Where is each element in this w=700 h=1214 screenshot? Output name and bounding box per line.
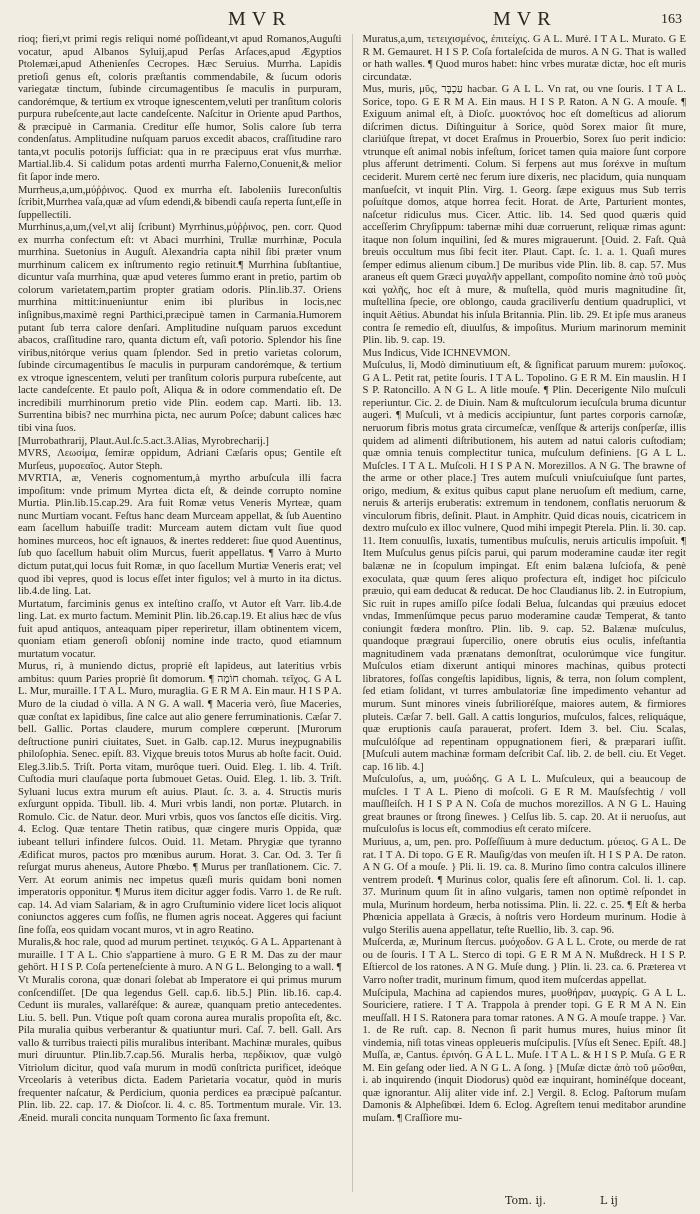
dictionary-entry: Muratus,a,um, τετειχισμένοϛ, ἐπιτείχιϛ. G A L. Muré. I T A L. Murato. G E R M. Gemauret. H I S P. Coſa fortaleſcida de muros. A N G. That is walled or hath walles. ¶ Quod muros habet: hinc vrbes muratæ dictæ, hoc eſt muris circundatæ. [362,34,686,83]
column-divider [352,34,353,1192]
dictionary-entry: Muſculoſus, a, um, μυώδηϛ. G A L L. Muſculeux, qui a beaucoup de muſcles. I T A L. Pieno di moſcoli. G E R M. Mauſsfechtig / voll mauſſleiſch. H I S P A N. Coſa de muchos morezillos. A N G L. Hauing great braunes or ſtrong ſinewes. } Celſus lib. 5. cap. 20. At ii neruoſus, aut muſculoſus is locus eſt, commodius eſt cerato miſcere. [362,774,686,836]
dictionary-entry: Murrheus,a,um,μύῤῥινοϛ. Quod ex murrha eſt. Iaboleniis Iureconſultis ſcribit,Murrhea vaſa,quæ ad vſum edendi,& bibendi cauſa reperta ſunt,eſſe in ſuppellectili. [18,184,342,221]
right-column [363,34,687,1192]
dictionary-entry: Mus Indicus, Vide ICHNEVMON. [362,347,511,359]
page-footer [0,1194,700,1210]
running-head-right: MVR [493,8,557,30]
dictionary-entry: Muſcerda, æ, Murinum ſtercus. μυόχοδον. G A L L. Crote, ou merde de rat ou de ſouris. I T A L. Sterco di topi. G E R M A N. Mußdreck. H I S P. Eſtiercol de los ratones. A N G. Muſe dung. } Plin. li. 23. ca. 6. Præterea vt Varro noſter tradit, murinum fimum, quod item muſcerdas appellat. [362,937,686,987]
catchword: L ij [600,1194,618,1207]
dictionary-entry: Muriuus, a, um, pen. pro. Poſſeſſiuum à mure deductum. μύειοϛ. G A L. De rat. I T A. Di topo. G E R. Mauſig/das von meuſen iſt. H I S P A. De raton. A N G. Of a mouſe. } Pli. li. 19. ca. 8. Murino ſimo contra calculos illinere ventrem prodeſt. ¶ Murinus color, qualis ſere eſt aſinorum. Col. li. 1. cap. 37. Murinum quum ſit in aſino vulgaris, tamen non optimè reſpondet in mula, Murinum hordeum, herba notissima. Plin. li. 22. c. 25. ¶ Eſt & herba Phœnicia appellata à Græcis, à noſtris vero Hordeum murinum. Hodie à vulgo Sterilis auena appellatur, teſte Ruellio, lib. 3. cap. 96. [362,837,686,936]
dictionary-entry: Murtatum, farciminis genus ex inteſtino craſſo, vt Autor eſt Varr. lib.4.de ling. Lat. ex murto factum. Meminit Plin. lib.26.cap.19. Et alius hæc de vſus fuit apud antiquos, anteaquam piper reperiretur, illam obtinentem vicem, quoniam etiam generoſi obſonij nomine inde tracto, quod etiamnum murtatum vocatur. [18,598,342,660]
dictionary-entry: MVRTIA, æ, Veneris cognomentum,à myrtho arbuſcula illi facra impoſitum: vnde primum Myrtea dicta eſt, & deinde corrupto nomine Murtia. Plin.lib.15.cap.29. Ara fuit Romæ vetus Veneris Myrteæ, quam nunc Murtiam vocant. Feſtus hanc deam Murceam appellat, & ſub Auentino eam ſacellum habuiſſe tradit: Murceam autem dictam vult ſiue quod homines murceos, hoc eſt ignauos, & inertes redderet: ſiue quod Auentinus, ſub quo ſacellum habuit olim Murcus, fuerit appellatus. ¶ Varro à Murto dictum putat,qui locus fuit Romæ, in quo ſacellum Murtiæ Veneris erat; vel quod ibi vepres, quod is locus eſſet inter figulos; vel à murto in ita dictus. lib.4.de ling. Lat. [18,473,342,598]
dictionary-entry: Murrhinus,a,um,(vel,vt alij ſcribunt) Myrrhinus,μύῤῥινοϛ, pen. corr. Quod ex murrha confectum eſt: vt Abaci murrhini, Trullæ murrhinæ, Pocula murrhina. Suetonius in Auguſt. Alexandria capta nihil ſibi præter vnum murrhinum calicem ex inſtrumento regio retinuit.¶ Murrhina ſubſtantiue, dicuntur vaſa murrhina, quæ apud veteres ſummo erant in pretio, partim ob colorum varietatem,partim propter gratiam odoris. Plin.lib.37. Oriens murrhina mittit:inueniuntur enim ibi pluribus in locis,nec inſignibus,maximè regni Parthici,præcipuè tamen in Carmania.Humorem putant ſub terra calore denſari. Amplitudine nuſquam paruos excedunt abacos, craſſitudine raro, quanta dictum eſt, vaſi potorio. Splendor his ſine viribus,nitórque verius quam ſplendor. Sed in pretio varietas colorum, ſubinde circumagentibus ſe maculis in purpuram candorémque, & tertium ex vtroque ignescentem, veluti per tranſitum coloris purpura rubeſcente, aut lacte candeſcente. Et paulo poſt, Aliqua & in odore commendatio eſt. De incredibili murrhinorum pretio vide Plin. eodem cap. Marti. lib. 13. Surrentina bibis? nec murrhina picta, nec aurum Poſce; dabunt calices hæc tibi vina ſuos. [18,222,342,434]
dictionary-entry: [Murrobathrarij, Plaut.Aul.ſc.5.act.3.Alias, Myrobrecharij.] [18,435,269,447]
dictionary-entry: Murus, ri, à muniendo dictus, propriè eſt lapideus, aut lateritius vrbis ambitus: quum Paries propriè ſit domorum. ¶ חוֹמָה chomah. τεῖχοϛ. G A L L. Mur, muraille. I T A L. Muro, muraglia. G E R M A. Ein maur. H I S P A. Muro de la ciudad ò villa. A N G. A wall. ¶ Maceria verò, ſiue Maceries, quæ conſtat ex lapidibus, ſine calce aut alio genere ferruminationis. Cæſar 7. bell. Gallic. Portas claudere, murum complere cœperunt. [Murorum deſtructione puniri ciuitates, Suet. in Galb. cap.12. Murus ineχpugnabilis philoſophia. Senec. epiſt. 83. Viχque breuis totos Murus ab hoſte facit. Ouid. Eleg.3.lib.5. Triſt. Porta vitam, murôque tueri. Ouid. Eleg. 1. lib. 4. Triſt. Cuſtodia muri clauſaque porta ſubmouet Getas. Ouid. Eleg. 1. lib. 3. Triſt. Syluani lucus extra murum eſt auius. Plaut. ſc. 3. a. 4. Structis muris exſurgunt oppida. Tibull. lib. 4. Muri vrbis landi, non portæ. Plutarch. in Romulo. Cic. de Natur. deor. Muri vrbis, quos vos ſanctos eſſe dicitis. Virg. 4. Eclog. Quæ tentare Thetin ratibus, quæ cingere muris Oppida, quæ iubeant telluri infindere ſulcos. Ouid. 11. Metam. Phrygiæ que tyranno Ædificat muros, pactos pro mœnibus aurum. Horat. 3. Car. Od. 3. Ter ſi reſurgat murus aheneus, Autore Phœbo. ¶ Murus per tranſlationem. Cic. 7. Verr. At eorum animis nec impetus quæſi muris quidam boni nomen imperatoris opponitur. ¶ Murus item dicitur agger fodis. Varro 1. de Re ruſt. cap. 14. Ad viam Salariam, & in agro Cruſtuminio videre licet locis aliquot coniunctos aggeres cum foſſis, ne flumen agris noceat. Aggeres qui faciunt ſine foſſa, eos quidam vocant muros, vt in agro Reatino. [18,661,342,936]
running-header [18,6,686,34]
dictionary-entry: rioq; fieri,vt primi regis reliqui nomé poſſideant,vt apud Romanos,Auguſti vocatur, apud Albanos Syluij,apud Perſas Arſaces,apud Ægyptios Ptolemæi,apud Athenienſes Cecropes. Hæc Seruius. Murrha. Lapidis pretioſi genus eſt, coloris præſtantis commendabile, & ſucum odoris variegatæ tinctum, ſubinde circumagentibus ſe maculis in purpuram, candorémque, & tertium ex vtroque ignescentem,veluti per tranſitum coloris purpura rubeſcente,aut lacte candeſcente. Naſcitur in Oriente apud Parthos, & præcipuè in Carmania. Creditur eſſe humor, Solis calore ſub terra condenſatus. Amplitudine nuſquam paruos excedit abacos, craſſitudine raro tanta,vt poculis potorijs ſufficiat: qua in re præcipuus erat vſus murrhæ. Martial.lib.4. Si calidum potas ardenti murrha Falerno,Conuenit,& melior fit ſapor inde mero. [18,34,342,184]
dictionary-entry: Muſſa, æ, Cantus. ἐρινόη. G A L L. Muſe. I T A L. & H I S P. Muſa. G E R M. Ein geſang oder lied. A N G L. A ſong. } [Muſæ dictæ ἀπὸ τοῦ μῶσθαι, i. ab inquirendo (inquit Diodorus) quòd eæ inquirant, hominéſque doceant, quæ ignorantur. Alij aliter vide inf. 2.] Vergil. 8. Eclog. Paſtorum muſam Damonis & Alpheſibœi. Idem 6. Eclog. Agreſtem tenui meditabor arundine muſam. ¶ Craſſiore mu- [362,1050,686,1125]
page-number: 163 [661,12,682,27]
dictionary-entry: Muralis,& hoc rale, quod ad murum pertinet. τειχικόϛ. G A L. Appartenant à muraille. I T A L. Chio s'appartiene à muro. G E R M. Das zu der maur gehört. H I S P. Coſa perteneſciente à muro. A N G L. Belonging to a wall. ¶ Vt Muralis corona, quæ donari ſolebat ab Imperatore ei qui primus murum conſcendiſſet. [De qua legendus Gell. cap.6. lib.5.] Plin. lib.16. cap.4. Cedunt iis murales, vallaréſque: & aureæ, quanquam pretio antecedentes. Liu. 5. bell. Pun. Vtique poſt quam corona aurea muralis propoſita eſt, &c. Pila muralia quibus verberantur & quatiuntur muri. Caſ. 7. bell. Gall. Ars vallo & turribus traiecti pilis muralibus interibant. Machinæ murales, quibus muri diruuntur. Plin.lib.7.cap.56. Muralis herba, περδίκιον, quæ vulgò Vitriolum dicitur, quod vaſa murum in modū conſtricta purificet, ideóque Vrceolaris à veteribus dicta. Eadem Parietaria vocatur, quòd in muris frequenter naſcatur, & Perdicium, quonia perdices ea præcipuè paſcantur. Plin. lib. 22. cap. 17. & Dioſcor. li. 4. c. 85. Tortmentum murale. Vir. 13. Æneid. murali concita nunquam Tormento ſic ſaxa fremunt. [18,937,342,1125]
dictionary-entry: Mus, muris, μῦϛ, עַכְבָּר hacbar. G A L L. Vn rat, ou vne ſouris. I T A L. Sorice, topo. G E R M A. Ein maus. H I S P. Raton. A N G. A mouſe. ¶ Exiguum animal eſt, à Dioſc. μυοκτόνοϛ hoc eſt domeſticus ad aliorum diſcrimen dictus. Diſtinguitur à Sorice, quòd Sorex maior ſit mure, clariúſque ſtrepat, vt docet Eraſmus in Prouerbio, Sorex ſuo perit indicio: vtrunque eſt animal nobis infeſtum, ſoricet tamen quia maiore ſunt corpore plus afferunt detrimenti. Colum. Si ferpens aut mus ſoréxve in muſtum ceciderit. Murem certè nec ferum iure dixeris, nec placidum, quia nunquam manſueſcit, vt inquit Plin. Virg. 1. Georg. ſæpe exiguus mus Sub terris poſuítque domos, atque horrea fecit. Horat. de Arte, Parturient montes, naſcetur ridiculus mus. Cicer. Attic. lib. 14. Sed quod quæris quid acceſſerim Chryſippum: tabernæ mihi duæ corruerunt, reliquæ rimas agunt: itaque non ſolum inquilini, ſed & mures migrauerunt. [Ouid. 2. Faſt. Quà breuis occultum mus ſibi fecit iter. Plaut. Capt. ſc. 1. a. 1. Quaſi mures ſemper edimus alienum cibum.] De muribus vide Plin. lib. 8. cap. 57. Mus araneus eſt quem Græci μυγαλῆν appellant, compoſito nomine ἀπὸ τοῦ μυὸϛ καὶ γαλῆϛ, hoc eſt à mure, & muſtella, quòd muris magnitudine ſit, muſtellina ſpecie, ore oblongo, cauda graciliverſu dentium quadruplici, vt inquit Aëtius. Abundat his inſula Britannia. Plin. lib. 29. Et ipſe mus araneus contra ſe remedio eſt, diuulſus, & impoſitus. Murium marinorum meminit Plin. lib. 9. cap. 19. [362,84,686,347]
dictionary-entry: MVRS, Λεωσίμα, ſemiræ oppidum, Adriani Cæſaris opus; Gentile eſt Murſeus, μυρσεαῖοϛ. Autor Steph. [18,448,342,472]
signature-mark: Tom. ij. [505,1194,546,1207]
dictionary-entry: Muſcipula, Machina ad capiendos mures, μυοθήραν, μυαγρίϛ. G A L L. Souriciere, ratiere. I T A. Trappola à prender topi. G E R M A N. Ein meuſſall. H I S. Ratonera para tomar ratones. A N G. A mouſe trappe. } Var. 1. de Re ruſt. cap. 8. Necnon ſi parit humus mures, huius minor ſit vindemia, niſi totas vineas oppleueris muſcipulis. [Vſus eſt Senec. Epiſt. 48.] [362,987,686,1049]
dictionary-entry: Muſculus, li, Modò diminutiuum eſt, & ſignificat paruum murem: μυΐσκοϛ. G A L. Petit rat, petite ſouris. I T A L. Topolino. G E R M. Ein mauslin. H I S P. Ratoncillo. A N G L. A litle mouſe. ¶ Plin. Decerigente Nilo muſculi reperiuntur. Cic. 2. de Diuin. Nam & muſtculorum iecuſcula bruma dicuntur augeri. ¶ Muſculi, vt à medicis accipiuntur, ſunt partes corporis carnoſæ, neruorum fibris motus grata circumeſcæ, venſſque & arterijs conſperſæ, illis quidem ad alimenti diſtributionem, his autem ad natui caloris cuſtodiam; quæ omnia tenuis complectitur tunica, muſculum definiens. [G A L L. Muſcles. I T A L. Muſcoli. H I S P A N. Morezillos. A N G. The brawne of the arme or other place.] Tres autem muſculi vniuſcuiuſque ſunt partes, origo, medium, & exitus quibus caput plane neruoſum eſt medium, carne, neruis & arterijs eruberatis: extremum in tendonem, conflatis neruorum & vinculorum fibris, deſinit. Plaut. in Amphitr. Quid dicas nouis, cicatricem in dextro muſculo ex illoc vulnere, Quod mihi impegit Pterela. Plin. li. 30. cap. 11. Item conuulſis, luxatis, tumentibus muſculis, neruis articulis impoſuit. ¶ Item Muſculus genus piſcis parui, qui parum moderamine caudæ iter regit balænæ ne in ſcopulum impingat. Eſt enim balæna luſciofa, & penè exoculata, quæ quum ſeres aliquo profectura eſt, indiget hoc piſciculo præuio, qui eam deducat & reducat. De hoc Claudianus lib. 2. in Eutropium, Sic ruit in rupes amiſſo piſce ſodali Belua, ſulcandas qui præuius edocet vndas, Immenſúmque pecus paruo moderamine caudæ Temperat, & tanto coniungit fœdera monſtro. Plin. lib. 9. cap. 52. Balænæ muſculus, quandoque prægraui ſupercilio, onere obrutis eius oculis, infeſtantia magnitudinem vada prænatans demonſtrat, oculorúmque vice fungitur. Muſculos etiam dixerunt antiqui minores machinas, quibus protecti libratores, foſſas congeſtis lapidibus, lignis, & terra, non ſolum complent, ſed etiam ſolidant, vt turres ambulatoriæ ſine impedimento vehantur ad murum. Sunt minores vineis ſubrilioréſque, maiores autem, & firmiores pluteis. Cæſar 7. bell. Gall. A cattis longurios, muſculos, falces, reliquáque, quæ eruptionis cauſa parauerat, profert. Idem 3. bel. Ciu. Scalas, muſculóſque ad repentinam oppugnationem fieri, & præparari iuſſit. [Muſculi autem machinæ formam deſcribit Caſ. lib. 2. de bell. ciu. Et Veget. cap. 16 lib. 4.] [362,360,686,773]
text-columns [18,34,686,1192]
running-head-left: MVR [228,8,292,30]
left-column [18,34,342,1192]
